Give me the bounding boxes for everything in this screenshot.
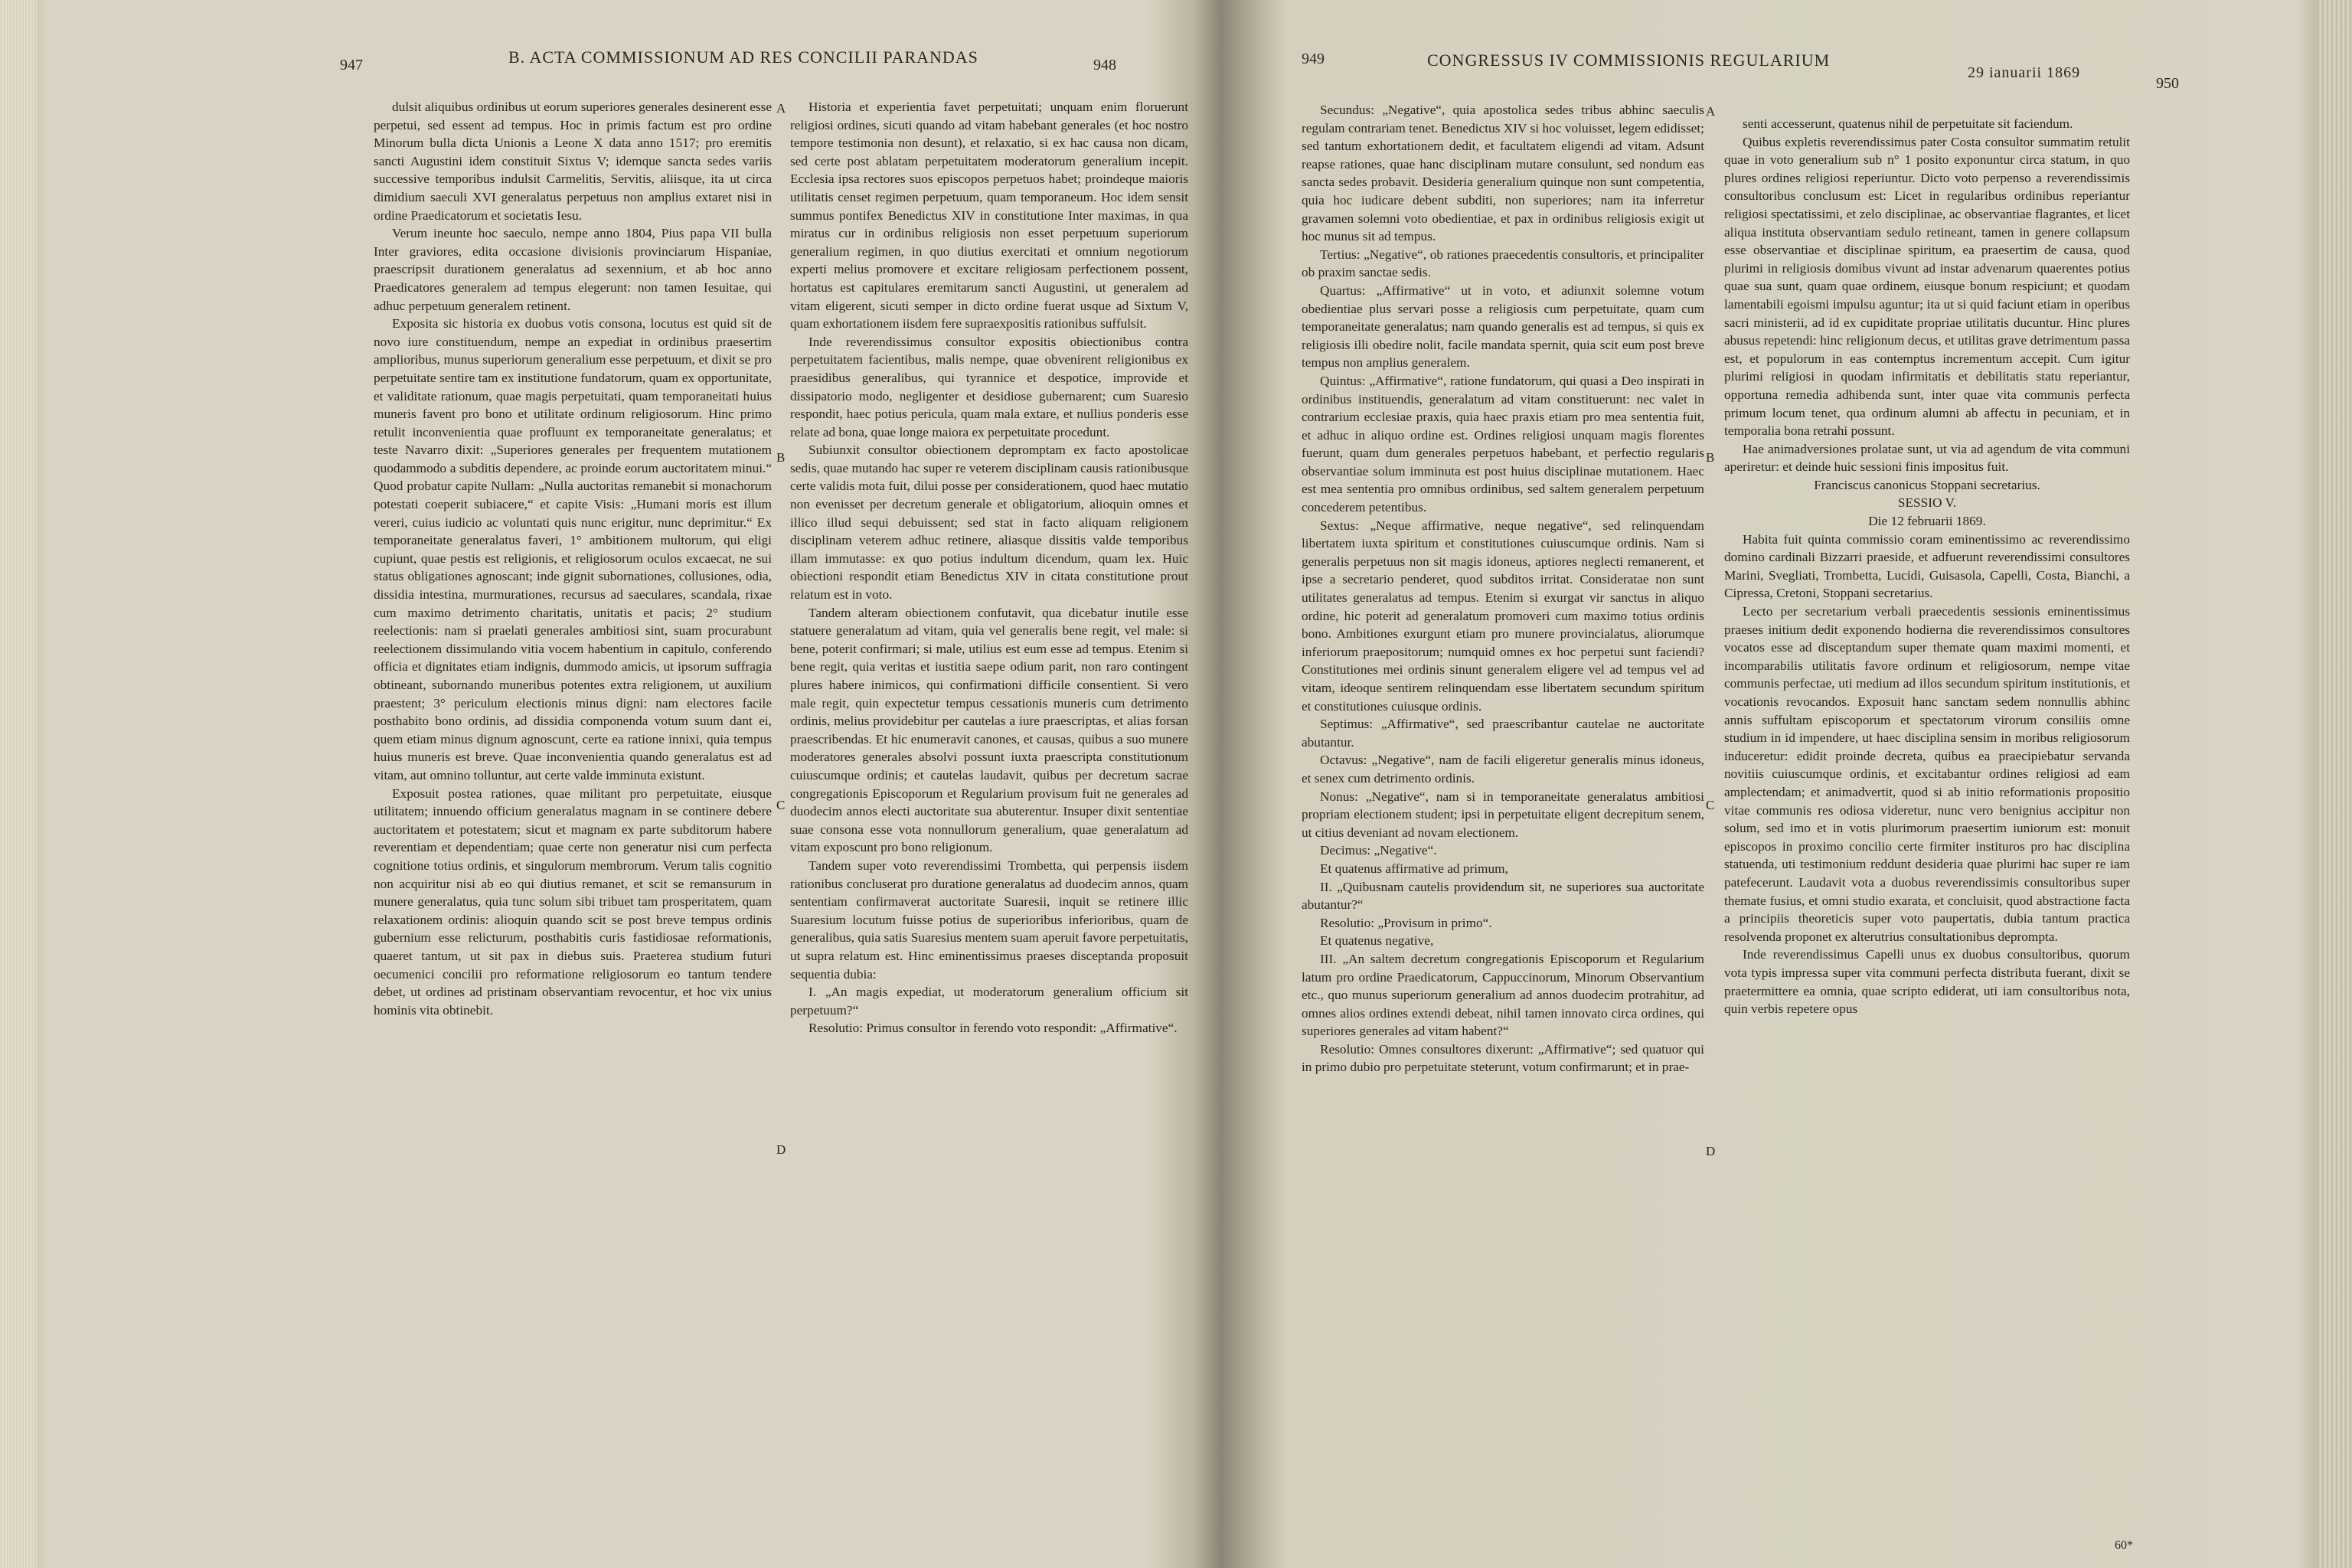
paragraph: Resolutio: Omnes consultores dixerunt: „Affirmative“; sed quatuor qui in primo dubio pro perpetuitate steterunt, votum confirmarunt; et in prae- (1302, 1041, 1704, 1075)
page-number: 947 (340, 57, 363, 74)
paragraph: Franciscus canonicus Stoppani secretarius. (1814, 477, 2040, 492)
paragraph: Habita fuit quinta commissio coram eminentissimo ac reverendissimo domino cardinali Bizzarri praeside, et adfuerunt reverendissimi consultores Marini, Svegliati, Trombetta, Lucidi, Guisasola, Capelli, Costa, Bianchi, a Cipressa, Cretoni, Stoppani secretarius. (1724, 531, 2130, 601)
paragraph: Quibus expletis reverendissimus pater Costa consultor summatim retulit quae in voto generalium sub n° 1 posito exponuntur circa statum, in quo plures ordines religiosi reperiuntur. Dicto voto perpenso a reverendissimis consultoribus conclusum est: Licet in regularibus ordinibus reperiantur religiosi spectatissimi, et zelo disciplinae, ac observantiae flagrantes, et licet aliqua instituta observantiam sedulo retineant, tamen in genere collapsum esse observantiae et disciplinae spiritum, ea praesertim de causa, quod plurimi in religiosis domibus vivunt ad instar advenarum quaerentes potius quae sua sunt, quam quae ordinem, eiusque bonum respiciunt; et quodam lamentabili egoismi impulsu aguntur; ita ut si quid faciunt etiam in operibus sacri ministerii, ad id ex cupiditate propriae utilitatis ducuntur. Hinc plures abusus repetendi: hinc religionum decus, et utilitas grave detrimentum passa est, et populorum in eas contemptus incrementum accepit. Cum igitur plurimi religiosi in quodam infirmitatis et debilitatis statu reperiantur, opportuna remedia adhibenda sunt, inter quae vita communis perfecta primum locum tenet, qua ordinum alumni ab affectu in pecuniam, et in temporalia bona retrahi possunt. (1724, 134, 2130, 439)
paragraph: Inde reverendissimus Capelli unus ex duobus consultoribus, quorum vota typis impressa super vita communi perfecta distributa fuerant, dixit se praetermittere ea omnia, quae scripto ediderat, uti iam consultoribus nota, quin verbis repetere opus (1724, 947, 2130, 1017)
paragraph: II. „Quibusnam cautelis providendum sit, ne superiores sua auctoritate abutantur?“ (1302, 879, 1704, 913)
paragraph: SESSIO V. (1897, 495, 1957, 511)
page-number: 949 (1302, 51, 1325, 67)
paragraph: III. „An saltem decretum congregationis Episcoporum et Regularium latum pro ordine Praedicatorum, Cappuccinorum, Minorum Observantium etc., quo munus superiorum generalium ad annos duodecim protrahitur, ad omnes alios ordines extendi debeat, nihil tamen innovato circa ordines, qui superiores generales ad vitam habent?“ (1302, 951, 1704, 1039)
paragraph: Septimus: „Affirmative“, sed praescribantur cautelae ne auctoritate abutantur. (1302, 717, 1704, 750)
paragraph: dulsit aliquibus ordinibus ut eorum superiores generales desinerent esse perpetui, sed essent ad tempus. Hoc in primis factum est pro ordine Minorum bulla dicta Unionis a Leone X data anno 1517; pro eremitis sancti Augustini idem constituit Sixtus V; idemque sancta sedes variis successive temporibus indulsit Carmelitis, Servitis, aliisque, ita ut circa dimidium saeculi XVI generalatus perpetuus non amplius extaret nisi in ordine Praedicatorum et societatis Iesu. (374, 100, 772, 223)
paragraph: Hae animadversiones prolatae sunt, ut via ad agendum de vita communi aperiretur: et deinde huic sessioni finis impositus fuit. (1724, 441, 2130, 475)
paragraph: Quartus: „Affirmative“ ut in voto, et adiunxit solemne votum obedientiae plus servari posse a religiosis cum perpetuitate, quam cum temporaneitate generalatus; nam quando generalis est ad tempus, si quis ex religiosis illi obedire nolit, facile mandata spernit, quia scit eum post breve tempus non amplius generalem. (1302, 283, 1704, 371)
paragraph: Lecto per secretarium verbali praecedentis sessionis eminentissimus praeses initium dedit exponendo hodierna die reverendissimos consultores vocatos esse ad disceptandum super themate quam maximi momenti, et incomparabilis utilitatis favore ordinum et religiosorum, nempe vitae communis perfectae, uti medium ad illos secundum spiritum institutionis, et vocationis revocandos. Exposuit hanc sanctam sedem nonnullis abhinc annis suffultam episcoporum et spectatorum virorum consiliis omne studium in id impendere, ut haec disciplina sensim in moribus religiosorum induceretur: edidit proinde decreta, quibus ea praecipiebatur servanda novitiis cuiuscumque ordinis, et excitabantur ordines religiosi ad eam amplectendam; et animadvertit, quod si ab initio reformationis propositio vitae communis res odiosa videretur, nunc vero benignius accipitur non solum, sed imo et in votis plurimorum praesertim iuniorum est: monuit episcopos in proximo concilio certe firmiter instituros pro hac disciplina statuenda, uti testimonium reddunt desideria quae plurimi hac super re iam patefecerunt. Laudavit vota a duobus reverendissimis consultoribus super themate fusius, et omni studio exarata, et concluisit, quod abstractione facta a principiis theoreticis super voto paupertatis, dubia tantum practica resolvenda proponet ex alterutrius consultationibus deprompta. (1724, 604, 2130, 944)
text-column-right (790, 98, 1188, 1522)
paragraph: Sextus: „Neque affirmative, neque negative“, sed relinquendam libertatem iuxta spiritum et constitutiones cuiuscumque ordinis. Nam si generalis perpetuus non sit magis idoneus, aptiores neglecti remanerent, et ipse a secretario penderet, quod subditos irritat. Considerataе non sunt utilitates generalatus ad tempus. Etenim si exurgat vir sanctus in aliquo ordine, hic poterit ad generalatum promoveri cum maximo totius ordinis bono. Ambitiones exurgunt etiam pro munere provincialatus, aliorumque inferiorum praepositorum; numquid omnes ex hoc perpetui sunt faciendi? Constitutiones mei ordinis sinunt generalem eligere vel ad tempus vel ad vitam, ideoque sentirem relinquendam esse libertatem secundum spiritum et constitutiones cuiusque ordinis. (1302, 518, 1704, 714)
paragraph: Nonus: „Negative“, nam si in temporaneitate generalatus ambitiosi propriam electionem student; ipsi in perpetuitate eligent decrepitum senem, ut citius deveniant ad novam electionem. (1302, 789, 1704, 840)
paragraph: I. „An magis expediat, ut moderatorum generalium officium sit perpetuum?“ (790, 985, 1188, 1018)
margin-marker: B (776, 450, 786, 465)
margin-marker: C (1706, 798, 1715, 812)
paragraph: Subiunxit consultor obiectionem depromptam ex facto apostolicae sedis, quae mutando hac super re veterem disciplinam causis rationibusque certe validis mota fuit, dilui posse per considerationem, quod haec mutatio non evenisset per decretum generale et obligatorium, alioquin omnes et illico illud sequi debuissent; sed stat in facto aliquam religionem disciplinam veterem adhuc retinere, aliasque dissitis valde temporibus illam immutasse: ex quo potius indultum dicendum, quam lex. Huic obiectioni respondit etiam Benedictus XIV in citata constitutione prout relatum est in voto. (790, 443, 1188, 603)
paragraph: senti accesserunt, quatenus nihil de perpetuitate sit faciendum. (1743, 116, 2073, 131)
margin-marker: A (776, 101, 786, 116)
paragraph: Exposuit postea rationes, quae militant pro perpetuitate, eiusque utilitatem; innuendo officium generalatus magnam in se continere debere auctoritatem et potestatem; sicut et magnam ex parte subditorum habere reverentiam et dependentiam; quae certe non generatur nisi cum perfecta cognitione totius ordinis, et singulorum membrorum. Verum talis cognitio non acquiritur nisi ab eo qui diutius remanet, et scit se remansurum in munere generalatus, quia tunc solum sibi tribuet tam prosperitatem, quam relaxationem ordinis: alioquin quando scit se post breve tempus ordinis gubernium esse relicturum, posthabitis curis fastidiosae reformationis, quaeret tantum, ut sit pax in diebus suis. Praeterea studium futuri oecumenici concilii pro reformatione religiosorum eo tantum tendere debet, ut ordines ad pristinam observantiam revocentur, et hoc vix unius hominis vita obtinebit. (374, 786, 772, 1018)
paragraph: Decimus: „Negative“. (1320, 843, 1437, 858)
left-page (37, 0, 1194, 1568)
page-number: 950 (2156, 75, 2179, 92)
margin-marker: D (1706, 1144, 1716, 1158)
paragraph: Tandem super voto reverendissimi Trombetta, qui perpensis iisdem rationibus concluserat pro duratione generalatus ad duodecim annos, quam sententiam confirmaverat auctoritate Suaresii, inquit se retinere illic Suaresium locutum fuisse potius de superioribus inferioribus, quam de generalibus, quia satis Suaresius mentem suam aperuit favore perpetuitatis, ut supra relatum est. Hinc eminentissimus praeses disceptanda proposuit sequentia dubia: (790, 858, 1188, 982)
margin-marker: D (776, 1142, 786, 1157)
page-edges-right (2318, 0, 2352, 1568)
signature-mark: 60* (2115, 1539, 2133, 1552)
running-header: B. ACTA COMMISSIONUM AD RES CONCILII PARANDAS (508, 47, 978, 67)
margin-marker: B (1706, 450, 1715, 465)
paragraph: Et quatenus negative, (1320, 933, 1434, 949)
paragraph: Exposita sic historia ex duobus votis consona, locutus est quid sit de novo iure constituendum, nempe an expediat in ordinibus praesertim amplioribus, munus superiorum generalium esse perpetuum, et dixit se pro perpetuitate sentire tam ex institutione fundatorum, quam ex opportunitate, et validitate rationum, quae magis perpetuitati, quam temporaneitati huius muneris favent pro bono et utilitate ordinum religiosorum. Hinc primo retulit inconvenientia quae profluunt ex temporaneitate generalatus; et teste Navarro dixit: „Superiores generales per frequentem mutationem quodammodo a subditis dependere, ac proinde eorum auctoritatem minui.“ Quod probatur capite Nullam: „Nulla auctoritas remanebit si monachorum potestati coeperit subiacere,“ et capite Visis: „Humani moris est illum vereri, cuius iudicio ac voluntati quis nunc erigitur, nunc deprimitur.“ Ex temporaneitate generalatus faveri, 1° ambitionem multorum, qui eligi cupiunt, quae pestis est religionis, et religiosorum oculos excaecat, ne sui status obligationes agnoscant; inde gignit subornationes, collusiones, odia, dissidia intestina, murmurationes, recursus ad saeculares, scandala, rixae cum maximo detrimento charitatis, unitatis et pacis; 2° studium reelectionis: nam si praelati generales ambitiosi sint, suam procurabunt reelectionem dissimulando vitia vocem habentium in capitulo, conferendo officia et dignitates etiam indignis, dummodo amicis, ut ipsorum suffragia obtineant, subornando muneribus potentes extra religionem, ut auxilium praestent; 3° periculum electionis minus digni: nam electores facile posthabito bono ordinis, ad dissidia componenda votum suum dant ei, quem etiam minus dignum agnoscunt, certe ea ratione innixi, quia tempus huius muneris est breve. Quae inconvenientia quando generalatus est ad vitam, aut omnino tolluntur, aut certe valde imminuta existunt. (374, 316, 772, 782)
page-number: 948 (1093, 57, 1116, 74)
right-page (1240, 0, 2318, 1568)
text-column-left (374, 98, 772, 1522)
margin-marker: C (776, 798, 786, 812)
paragraph: Secundus: „Negative“, quia apostolica sedes tribus abhinc saeculis regulam contrariam tenet. Benedictus XIV si hoc voluisset, legem edidisset; sed tantum exhortationem dedit, et facultatem eligendi ad vitam. Adsunt reapse rationes, quae hanc disciplinam mutare consulunt, sed nondum eas sancta sedes probavit. Desideria generalium quinque non sunt competentia, quia hoc iudicare debent subditi, non superiores; nam ita inferretur gravamen solemni voto obedientiae, et pax in ordinibus religiosis exigit ut hoc munus sit ad tempus. (1302, 103, 1704, 244)
page-edges-left (0, 0, 37, 1568)
paragraph: Octavus: „Negative“, nam de facili eligeretur generalis minus idoneus, et senex cum detrimento ordinis. (1302, 753, 1704, 786)
paragraph: Et quatenus affirmative ad primum, (1320, 861, 1508, 876)
paragraph: Tandem alteram obiectionem confutavit, qua dicebatur inutile esse statuere generalatum ad vitam, quia vel generalis bene regit, vel male: si bene, poterit confirmari; si male, utilius est eum esse ad tempus. Etenim si bene regit, quia veritas et iustitia saepe odium parit, non raro contingent plures habere inimicos, qui confirmationi difficile consentient. Si vero male regit, quin expectetur tempus cessationis muneris cum detrimento ordinis, melius providebitur per cautelas a iure praescriptas, et alias forsan praescribendas. Et hic enumeravit canones, et causas, quibus a suo munere moderatores generales absolvi possunt iuxta praescripta constitutionum cuiuscumque ordinis; et cautelas laudavit, quibus per decretum sacrae congregationis Episcoporum et Regularium provisum fuit ne generales ad duodecim annos electi auctoritate sua abuterentur. Insuper dixit sententiae suae consona esse vota nonnullorum generalium, quae generalatum ad vitam exposcunt pro bono religionum. (790, 605, 1188, 855)
paragraph: Historia et experientia favet perpetuitati; unquam enim floruerunt religiosi ordines, sicuti quando ad vitam habebant generales (et hoc nostro tempore testimonia non desunt), et relaxatio, si ex hac causa non dicam, sed certe post ablatam perpetuitatem moderatorum generalium incepit. Ecclesia ipsa rectores suos episcopos perpetuos habet; proindeque maioris utilitatis censet regimen perpetuum, quam temporaneum. Hoc idem sensit summus pontifex Benedictus XIV in constitutione Inter maximas, in qua miratus cur in ordinibus religiosis non esset perpetuum superiorum generalium regimen, in quo diutius exercitati et omnium negotiorum experti melius promovere et excitare religiosam perfectionem possent, hortatus est capitulares eremitarum sancti Augustini, ut generalem ad vitam eligerent, sicuti semper in dicto ordine fuerat usque ad Sixtum V, quam exhortationem iisdem fere supraexpositis rationibus suffulsit. (790, 100, 1188, 332)
paragraph: Inde reverendissimus consultor expositis obiectionibus contra perpetuitatem facientibus, malis nempe, quae obvenirent religionibus ex praesidibus generalibus, qui tyrannice et despotice, improvide et dissipatorio modo, negligenter et desidiose gubernarent; cum Suaresio respondit, haec potius pericula, quam mala extare, et nullius ponderis esse relate ad bona, quae longe maiora ex perpetuitate procedunt. (790, 334, 1188, 439)
paragraph: Resolutio: „Provisum in primo“. (1320, 915, 1492, 930)
paragraph: Die 12 februarii 1869. (1868, 514, 1986, 529)
paragraph: Quintus: „Affirmative“, ratione fundatorum, qui quasi a Deo inspirati in ordinibus instituendis, generalatum ad vitam constituerunt: nec valet in contrarium ecclesiae praxis, quia haec praxis etiam pro mea sententia fuit, et adhuc in aliquo ordine est. Ordines religiosi unquam magis florentes fuerunt, quam dum generales perpetuos habebant, et perfectio regularis observantiae solum imminuta est post huius disciplinae mutationem. Haec est mea sententia pro omnibus ordinibus, sed saltem generalem perpetuum concederem petentibus. (1302, 373, 1704, 515)
paragraph: Tertius: „Negative“, ob rationes praecedentis consultoris, et principaliter ob praxim sanctae sedis. (1302, 247, 1704, 280)
running-header: CONGRESSUS IV COMMISSIONIS REGULARIUM (1427, 51, 1831, 70)
paragraph: Resolutio: Primus consultor in ferendo voto respondit: „Affirmative“. (808, 1021, 1178, 1036)
header-date: 29 ianuarii 1869 (1968, 64, 2081, 81)
text-column-left (1302, 101, 1704, 1517)
paragraph: Verum ineunte hoc saeculo, nempe anno 1804, Pius papa VII bulla Inter graviores, edita occasione divisionis provinciarum Hispaniae, praescripsit durationem generalatus ad sexennium, et ab hoc anno Praedicatores generalem ad tempus elegerunt: non tamen Iesuitae, qui adhuc perpetuum generalem retinent. (374, 226, 772, 313)
text-column-right (1724, 115, 2130, 1524)
margin-marker: A (1706, 104, 1716, 119)
